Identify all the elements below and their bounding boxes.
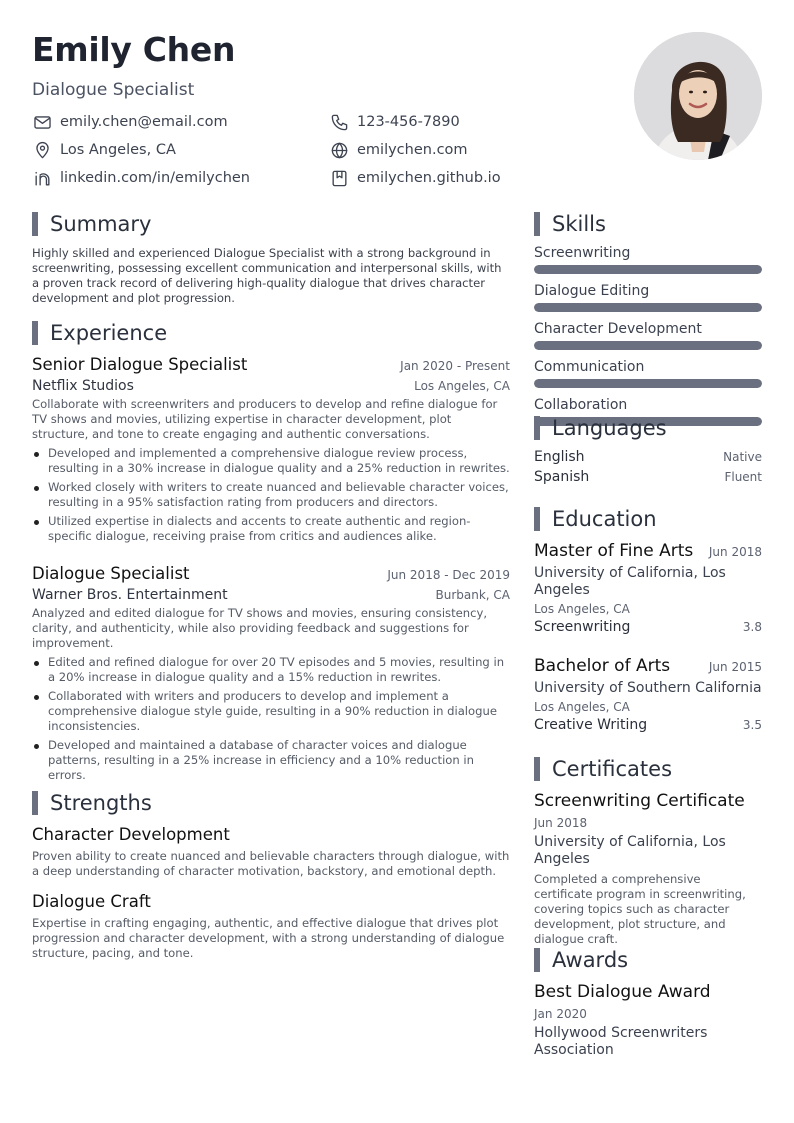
section-accent-bar: [534, 212, 540, 236]
job-company: Netflix Studios: [32, 378, 134, 394]
section-title: Education: [552, 507, 657, 531]
edu-degree: Master of Fine Arts: [534, 541, 694, 561]
globe-icon: [329, 140, 349, 160]
language-name: English: [534, 449, 585, 465]
language-level: Fluent: [724, 470, 762, 484]
edu-location: Los Angeles, CA: [534, 602, 630, 616]
section-accent-bar: [534, 948, 540, 972]
certificate-item: [534, 791, 762, 947]
contact-email-text: emily.chen@email.com: [60, 114, 228, 130]
summary-heading: [32, 212, 151, 236]
skill-item: [534, 321, 762, 350]
section-title: Strengths: [50, 791, 152, 815]
job-dates: Jun 2018 - Dec 2019: [387, 568, 510, 582]
section-title: Languages: [552, 416, 667, 440]
experience-heading: [32, 321, 167, 345]
award-date: Jan 2020: [534, 1007, 587, 1021]
contact-phone[interactable]: [329, 112, 460, 132]
edu-field: Creative Writing: [534, 717, 648, 733]
list-item: Developed and maintained a database of character voices and dialogue patterns, resulting in a 25% increase in efficiency and a 10% reduction in errors.: [32, 738, 510, 783]
section-title: Summary: [50, 212, 152, 236]
job-description: Analyzed and edited dialogue for TV shows and movies, ensuring consistency, clarity, and authenticity, while also providing feedback and suggestions for improvement.: [32, 606, 488, 650]
job-description: Collaborate with screenwriters and producers to develop and refine dialogue for TV shows and movies, utilizing expertise in character development, plot structure, and tone to create engaging and authentic conversations.: [32, 397, 498, 441]
contact-github-text: emilychen.github.io: [357, 170, 501, 186]
linkedin-icon: [32, 168, 52, 188]
skill-bar: [534, 379, 762, 388]
edu-gpa: 3.5: [742, 718, 762, 732]
award-item: [534, 982, 762, 1059]
edu-date: Jun 2015: [708, 660, 762, 674]
languages-list: [534, 449, 762, 485]
section-title: Experience: [50, 321, 168, 345]
certificate-issuer: University of California, Los Angeles: [534, 834, 726, 867]
awards-heading: [534, 948, 628, 972]
job-location: Burbank, CA: [435, 588, 510, 602]
section-accent-bar: [32, 212, 38, 236]
skill-bar: [534, 265, 762, 274]
strengths-heading: [32, 791, 152, 815]
contact-github[interactable]: [329, 168, 501, 188]
section-title: Skills: [552, 212, 606, 236]
section-accent-bar: [534, 416, 540, 440]
location-icon: [32, 140, 52, 160]
education-heading: [534, 507, 657, 531]
certificates-heading: [534, 757, 672, 781]
edu-date: Jun 2018: [708, 545, 762, 559]
profile-photo: [634, 32, 762, 160]
job-title: Dialogue Specialist: [32, 564, 190, 583]
strength-item: [32, 892, 510, 961]
skill-item: [534, 245, 762, 274]
list-item: Edited and refined dialogue for over 20 TV episodes and 5 movies, resulting in a 20% increase in dialogue quality and a 15% reduction in rewrites.: [32, 655, 510, 685]
section-title: Awards: [552, 948, 629, 972]
contact-email[interactable]: [32, 112, 228, 132]
skill-label: Communication: [534, 359, 645, 375]
strength-item: [32, 825, 510, 879]
candidate-role: Dialogue Specialist: [32, 80, 195, 100]
language-item: [534, 449, 762, 465]
edu-school: University of California, Los Angeles: [534, 565, 726, 598]
edu-school: University of Southern California: [534, 680, 762, 696]
strength-text: Expertise in crafting engaging, authentic, and effective dialogue that drives plot progression and character development, with a strong understanding of dialogue structure, pacing, and tone.: [32, 916, 505, 960]
skills-heading: [534, 212, 606, 236]
contact-website-text: emilychen.com: [357, 142, 468, 158]
certificate-text: Completed a comprehensive certificate program in screenwriting, covering topics such as character development, plot structure, and dialogue craft.: [534, 872, 746, 946]
education-item: [534, 541, 762, 635]
language-name: Spanish: [534, 469, 590, 485]
strength-title: Dialogue Craft: [32, 892, 151, 911]
skill-label: Screenwriting: [534, 245, 631, 261]
languages-heading: [534, 416, 667, 440]
skill-item: [534, 359, 762, 388]
language-level: Native: [723, 450, 762, 464]
job-title: Senior Dialogue Specialist: [32, 355, 248, 374]
section-accent-bar: [534, 507, 540, 531]
job-bullets: [32, 446, 510, 544]
job-location: Los Angeles, CA: [414, 379, 510, 393]
edu-degree: Bachelor of Arts: [534, 656, 671, 676]
skill-bar: [534, 303, 762, 312]
skill-label: Collaboration: [534, 397, 628, 413]
contact-website[interactable]: [329, 140, 468, 160]
edu-location: Los Angeles, CA: [534, 700, 630, 714]
contact-location: [32, 140, 176, 160]
mail-icon: [32, 112, 52, 132]
list-item: Worked closely with writers to create nuanced and believable character voices, resulting in a 95% satisfaction rating from producers and directors.: [32, 480, 510, 510]
job-bullets: [32, 655, 510, 783]
certificate-date: Jun 2018: [534, 816, 588, 830]
section-accent-bar: [32, 791, 38, 815]
edu-gpa: 3.8: [742, 620, 762, 634]
job-entry: [32, 355, 510, 544]
summary-text: Highly skilled and experienced Dialogue Specialist with a strong background in screenwriting, possessing excellent communication and interpersonal skills, with a proven track record of delivering high-quality dialogue that drives character development and plot progression.: [32, 246, 502, 305]
skill-bar-fill: [534, 265, 762, 274]
award-issuer: Hollywood Screenwriters Association: [534, 1025, 708, 1058]
list-item: Utilized expertise in dialects and accents to create authentic and region-specific dialogue, receiving praise from critics and audiences alike.: [32, 514, 510, 544]
skill-label: Character Development: [534, 321, 702, 337]
certificate-title: Screenwriting Certificate: [534, 791, 745, 811]
bookmark-icon: [329, 168, 349, 188]
education-item: [534, 656, 762, 733]
skill-bar: [534, 341, 762, 350]
contact-linkedin-text: linkedin.com/in/emilychen: [60, 170, 250, 186]
phone-icon: [329, 112, 349, 132]
contact-phone-text: 123-456-7890: [357, 114, 460, 130]
list-item: Developed and implemented a comprehensive dialogue review process, resulting in a 30% increase in dialogue quality and a 25% reduction in rewrites.: [32, 446, 510, 476]
candidate-name: Emily Chen: [32, 30, 236, 69]
section-accent-bar: [534, 757, 540, 781]
strength-title: Character Development: [32, 825, 230, 844]
job-company: Warner Bros. Entertainment: [32, 587, 228, 603]
skill-label: Dialogue Editing: [534, 283, 650, 299]
skill-item: [534, 283, 762, 312]
job-entry: [32, 564, 510, 783]
section-title: Certificates: [552, 757, 673, 781]
job-dates: Jan 2020 - Present: [400, 359, 510, 373]
skill-bar-fill: [534, 379, 762, 388]
skills-list: [534, 245, 762, 426]
language-item: [534, 469, 762, 485]
contact-location-text: Los Angeles, CA: [60, 142, 176, 158]
list-item: Collaborated with writers and producers to develop and implement a comprehensive dialogue style guide, resulting in a 90% reduction in dialogue inconsistencies.: [32, 689, 510, 734]
section-accent-bar: [32, 321, 38, 345]
award-title: Best Dialogue Award: [534, 982, 711, 1002]
skill-bar-fill: [534, 303, 762, 312]
edu-field: Screenwriting: [534, 619, 631, 635]
strength-text: Proven ability to create nuanced and believable characters through dialogue, with a deep understanding of character motivation, backstory, and emotional depth.: [32, 849, 510, 878]
contact-linkedin[interactable]: [32, 168, 250, 188]
skill-bar-fill: [534, 341, 762, 350]
